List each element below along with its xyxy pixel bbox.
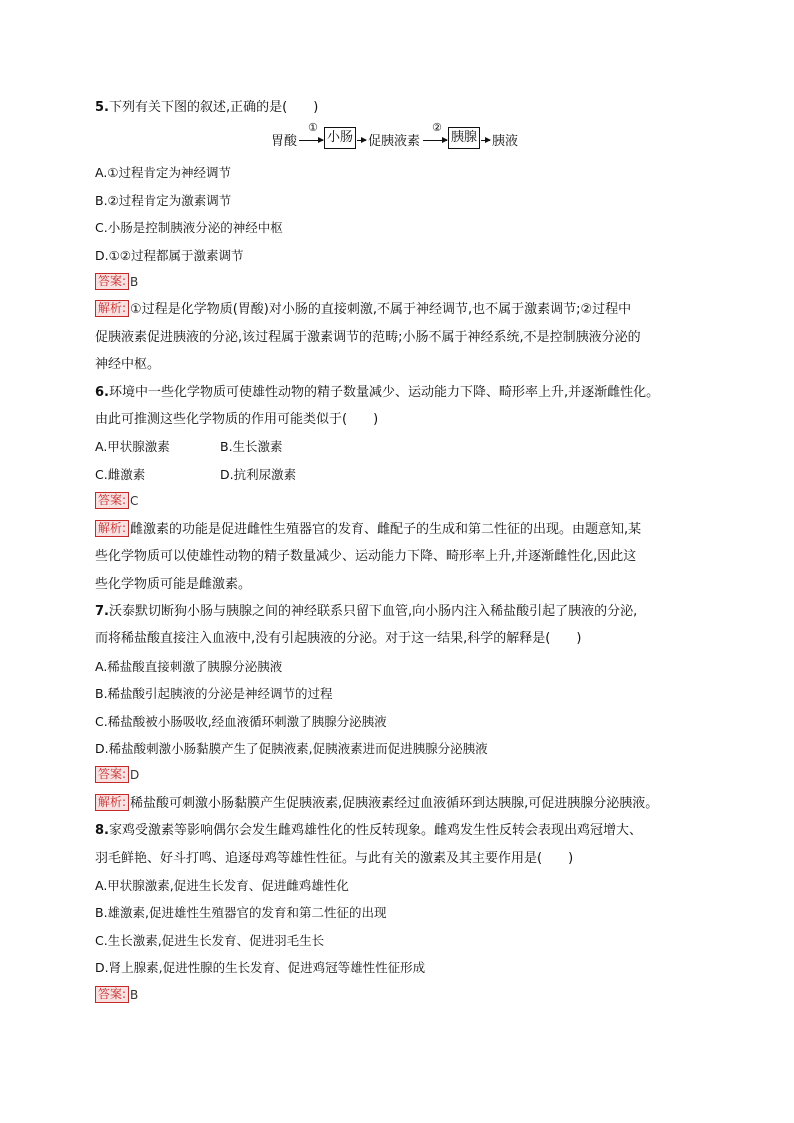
q8-number: 8. [95, 823, 109, 839]
q6-stem-text-1: 环境中一些化学物质可使雄性动物的精子数量减少、运动能力下降、畸形率上升,并逐渐雌性化。 [108, 384, 660, 400]
diagram-label-2: ② [432, 121, 442, 135]
analysis-tag: 解析: [95, 300, 129, 317]
answer-tag: 答案: [95, 986, 129, 1003]
q5-stem-text: 下列有关下图的叙述,正确的是( ) [108, 100, 319, 115]
q8-stem-text-1: 家鸡受激素等影响偶尔会发生雌鸡雄性化的性反转现象。雌鸡发生性反转会表现出鸡冠增大、 [108, 823, 642, 839]
q7-analysis-line-1 [95, 790, 715, 817]
diagram-node-small-intestine: 小肠 [324, 127, 356, 149]
q6-number: 6. [95, 384, 109, 400]
q5-analysis-line-2: 促胰液素促进胰液的分泌,该过程属于激素调节的范畴;小肠不属于神经系统,不是控制胰液分泌的 [95, 329, 641, 345]
analysis-tag: 解析: [95, 520, 129, 537]
q6-analysis-line-1 [95, 516, 715, 543]
q8-option-c: C.生长激素,促进生长发育、促进羽毛生长 [95, 932, 325, 948]
q8-answer [95, 982, 715, 1009]
q8-option-b: B.雄激素,促进雄性生殖器官的发育和第二性征的出现 [95, 905, 387, 921]
q7-stem-text-1: 沃泰默切断狗小肠与胰腺之间的神经联系只留下血管,向小肠内注入稀盐酸引起了胰液的分泌, [108, 603, 638, 619]
diagram-node-secretin: 促胰液素 [368, 134, 421, 150]
q5-option-a: A.①过程肯定为神经调节 [95, 165, 232, 181]
q5-analysis-line-1 [95, 296, 715, 323]
diagram-node-gastric-acid: 胃酸 [271, 134, 298, 150]
diagram-arrow-2 [357, 140, 366, 141]
q7-option-c: C.稀盐酸被小肠吸收,经血液循环刺激了胰腺分泌胰液 [95, 713, 387, 729]
q6-analysis-line-3: 些化学物质可能是雌激素。 [95, 576, 252, 592]
q8-answer-value: B [130, 987, 139, 1002]
q7-answer [95, 762, 715, 789]
q5-analysis-text-1: ①过程是化学物质(胃酸)对小肠的直接刺激,不属于神经调节,也不属于激素调节;②过程中 [130, 302, 632, 318]
q5-answer [95, 269, 715, 296]
diagram-node-pancreas: 胰腺 [448, 127, 480, 149]
q8-stem-line-2: 羽毛鲜艳、好斗打鸣、追逐母鸡等雄性性征。与此有关的激素及其主要作用是( ) [95, 850, 574, 866]
q7-answer-value: D [130, 768, 140, 783]
answer-tag: 答案: [95, 766, 129, 783]
q6-answer-value: C [130, 494, 139, 509]
q6-stem-line-2: 由此可推测这些化学物质的作用可能类似于( ) [95, 412, 379, 428]
analysis-tag: 解析: [95, 794, 129, 811]
q5-analysis-line-3: 神经中枢。 [95, 357, 161, 373]
q6-analysis-line-2: 些化学物质可以使雄性动物的精子数量减少、运动能力下降、畸形率上升,并逐渐雌性化,因此这 [95, 549, 637, 565]
q5-stem [95, 94, 715, 121]
q5-flow-diagram [95, 121, 715, 159]
q7-option-d: D.稀盐酸刺激小肠黏膜产生了促胰液素,促胰液素进而促进胰腺分泌胰液 [95, 740, 488, 756]
diagram-arrow-1 [299, 140, 323, 141]
q5-option-d: D.①②过程都属于激素调节 [95, 247, 244, 263]
q7-stem-line-1 [95, 598, 715, 625]
diagram-arrow-3 [423, 140, 447, 141]
q8-stem-line-1 [95, 817, 715, 844]
q6-option-b: B.生长激素 [220, 439, 283, 455]
q6-options-row-2 [95, 461, 715, 488]
q6-stem-line-1 [95, 379, 715, 406]
q6-option-d: D.抗利尿激素 [220, 466, 297, 482]
q8-option-a: A.甲状腺激素,促进生长发育、促进雌鸡雄性化 [95, 877, 349, 893]
q5-option-c: C.小肠是控制胰液分泌的神经中枢 [95, 220, 283, 236]
q6-options-row-1 [95, 433, 715, 460]
answer-tag: 答案: [95, 492, 129, 509]
q6-option-a: A.甲状腺激素 [95, 439, 170, 455]
q7-option-b: B.稀盐酸引起胰液的分泌是神经调节的过程 [95, 686, 333, 702]
q5-option-b: B.②过程肯定为激素调节 [95, 192, 232, 208]
q7-analysis-text-1: 稀盐酸可刺激小肠黏膜产生促胰液素,促胰液素经过血液循环到达胰腺,可促进胰腺分泌胰液。 [130, 795, 659, 811]
q5-answer-value: B [130, 275, 139, 290]
diagram-arrow-4 [481, 140, 490, 141]
q8-option-d: D.肾上腺素,促进性腺的生长发育、促进鸡冠等雄性性征形成 [95, 960, 426, 976]
question-content [95, 94, 715, 1009]
q7-option-a: A.稀盐酸直接刺激了胰腺分泌胰液 [95, 658, 283, 674]
diagram-node-pancreatic-juice: 胰液 [492, 134, 519, 150]
q7-stem-line-2: 而将稀盐酸直接注入血液中,没有引起胰液的分泌。对于这一结果,科学的解释是( ) [95, 631, 582, 647]
q7-number: 7. [95, 603, 109, 619]
q6-option-c: C.雌激素 [95, 466, 146, 482]
q6-answer [95, 488, 715, 515]
q6-analysis-text-1: 雌激素的功能是促进雌性生殖器官的发育、雌配子的生成和第二性征的出现。由题意知,某 [130, 521, 642, 537]
answer-tag: 答案: [95, 273, 129, 290]
q5-number: 5. [95, 100, 109, 115]
diagram-label-1: ① [308, 121, 318, 135]
